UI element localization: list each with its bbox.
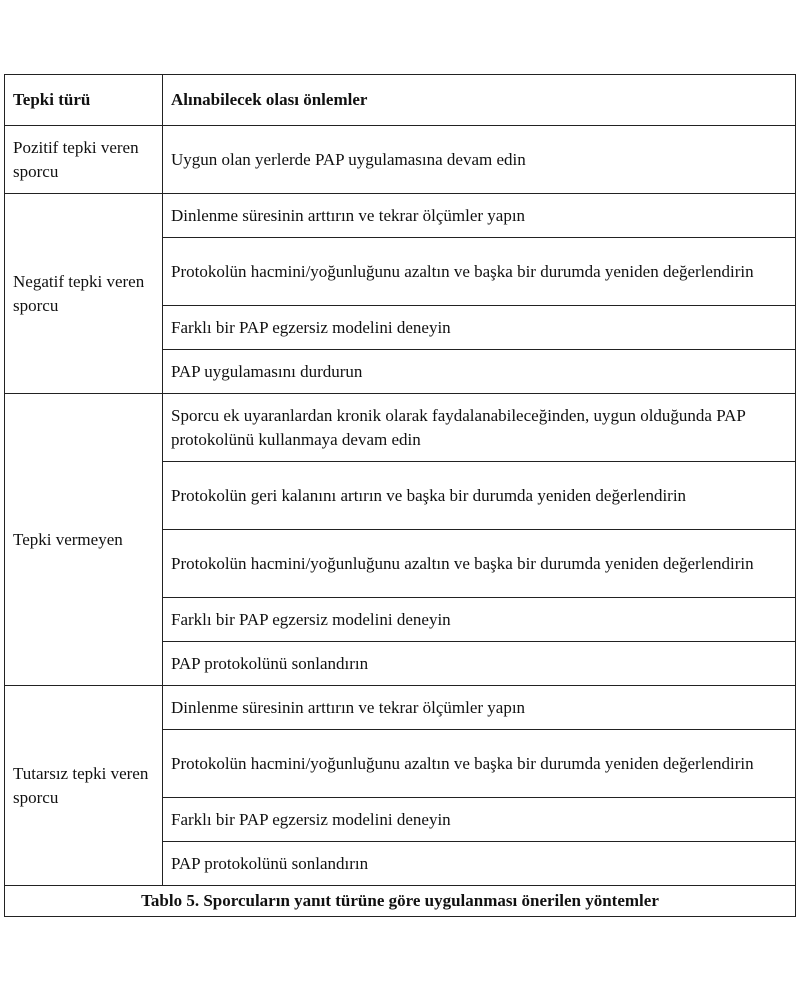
- table-row: [5, 686, 796, 730]
- measure-cell: Uygun olan yerlerde PAP uygulamasına devam edin: [163, 126, 796, 194]
- header-possible-measures: Alınabilecek olası önlemler: [163, 75, 796, 126]
- measure-cell: PAP protokolünü sonlandırın: [163, 842, 796, 886]
- measure-cell: Farklı bir PAP egzersiz modelini deneyin: [163, 306, 796, 350]
- response-type-negative: Negatif tepki veren sporcu: [5, 194, 163, 394]
- table-caption-row: [5, 886, 796, 917]
- measure-cell: Protokolün hacmini/yoğunluğunu azaltın ve başka bir durumda yeniden değerlendirin: [163, 530, 796, 598]
- response-measures-table: [4, 74, 796, 917]
- measure-cell: Sporcu ek uyaranlardan kronik olarak faydalanabileceğinden, uygun olduğunda PAP protokolünü kullanmaya devam edin: [163, 394, 796, 462]
- measure-cell: Farklı bir PAP egzersiz modelini deneyin: [163, 598, 796, 642]
- measure-cell: Protokolün hacmini/yoğunluğunu azaltın ve başka bir durumda yeniden değerlendirin: [163, 238, 796, 306]
- table-row: [5, 194, 796, 238]
- measure-cell: Dinlenme süresinin arttırın ve tekrar ölçümler yapın: [163, 194, 796, 238]
- table-row: [5, 394, 796, 462]
- response-type-non-responder: Tepki vermeyen: [5, 394, 163, 686]
- measure-cell: PAP protokolünü sonlandırın: [163, 642, 796, 686]
- measure-cell: Protokolün geri kalanını artırın ve başka bir durumda yeniden değerlendirin: [163, 462, 796, 530]
- table-row: [5, 126, 796, 194]
- header-response-type: Tepki türü: [5, 75, 163, 126]
- table-header-row: [5, 75, 796, 126]
- measure-cell: Protokolün hacmini/yoğunluğunu azaltın ve başka bir durumda yeniden değerlendirin: [163, 730, 796, 798]
- measure-cell: Farklı bir PAP egzersiz modelini deneyin: [163, 798, 796, 842]
- response-type-inconsistent: Tutarsız tepki veren sporcu: [5, 686, 163, 886]
- response-type-positive: Pozitif tepki veren sporcu: [5, 126, 163, 194]
- measure-cell: PAP uygulamasını durdurun: [163, 350, 796, 394]
- table-caption: Tablo 5. Sporcuların yanıt türüne göre uygulanması önerilen yöntemler: [5, 886, 796, 917]
- measure-cell: Dinlenme süresinin arttırın ve tekrar ölçümler yapın: [163, 686, 796, 730]
